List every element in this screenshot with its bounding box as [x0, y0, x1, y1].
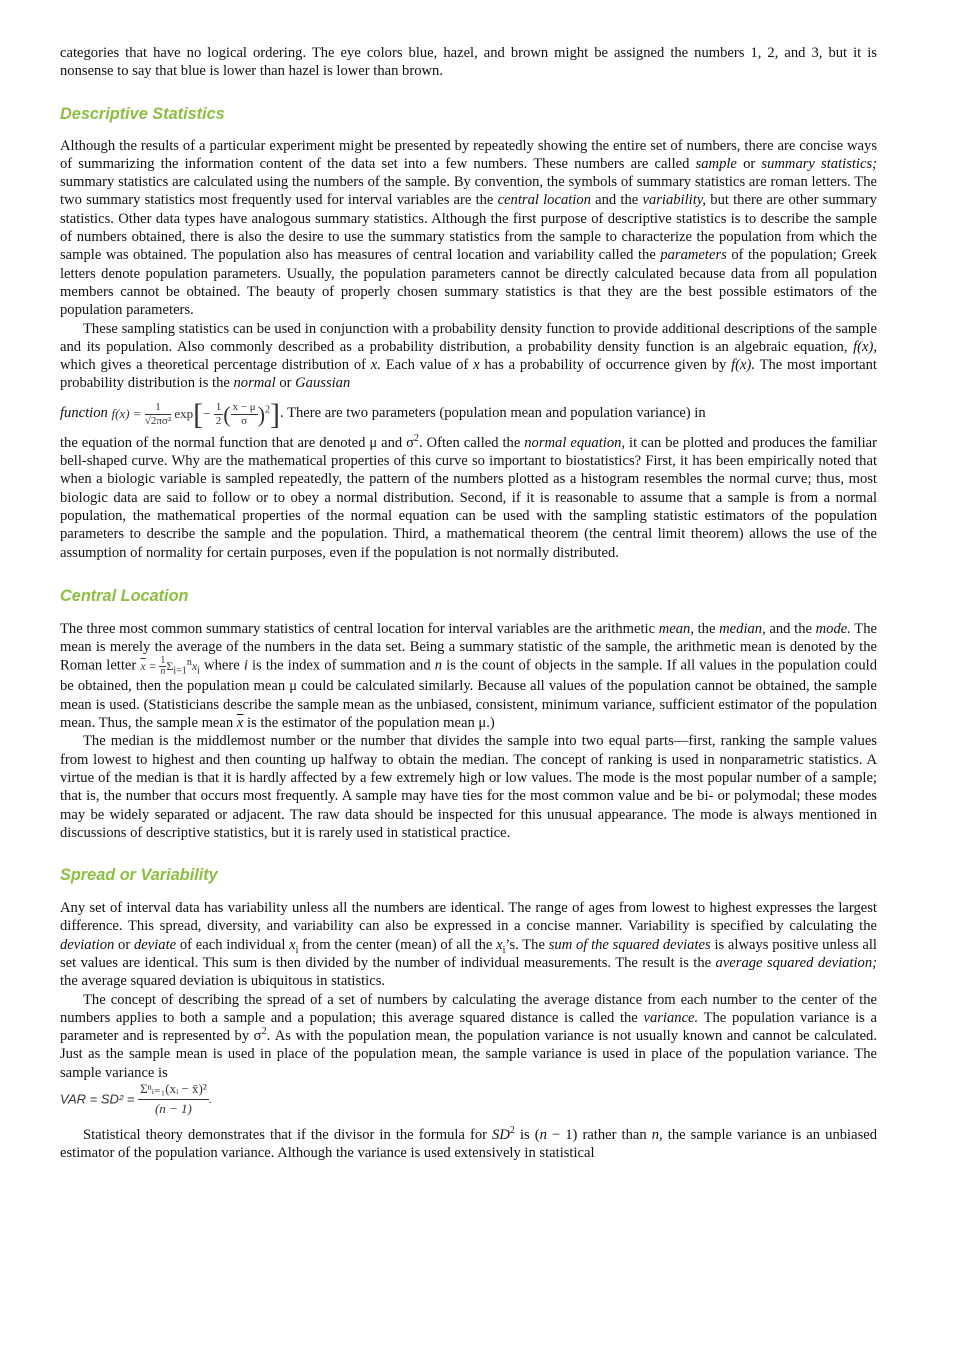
- paragraph-intro: categories that have no logical ordering. The eye colors blue, hazel, and brown might be assigned the numbers 1, 2, and 3, but it is nonsense to say that blue is lower than hazel is lower than brown.: [60, 45, 877, 80]
- paragraph-median-mode: The median is the middlemost number or the number that divides the sample into two equal parts—first, ranking the sample values from lowest to highest and then counting up halfway to obtain the median. The concept of ranking is used in nonparametric statistics. A virtue of the median is that it is hardly affected by a few extremely high or low values. The mode is the most popular number of a sample; that is, the number that occurs most frequently. A sample may have ties for the most common value and be bi- or polymodal; these modes may be widely separated or adjacent. The raw data should be inspected for this unusual appearance. The mode is always mentioned in discussions of descriptive statistics, but it is rarely used in statistical practice.: [60, 733, 877, 841]
- paragraph-probability-density: These sampling statistics can be used in conjunction with a probability density function to provide additional descriptions of the sample and its population. Also commonly described as a probability distribution, a probability density function is an algebraic equation, f(x), which gives a theoretical percentage distribution of x. Each value of x has a probability of occurrence given by f(x). The most important probability distribution is the normal or Gaussian: [60, 320, 877, 392]
- paragraph-unbiased-estimator: Statistical theory demonstrates that if the divisor in the formula for $SD^2$ is (n − 1) rather than n, the sample variance is an unbiased estimator of the population variance. Although the variance is used extensively in statistical: [60, 1125, 878, 1162]
- mean-formula: $\overline{x}$ = $\frac{1}{n}$ $\Sigma_{i=1}^nx_i$: [140, 655, 200, 678]
- heading-descriptive-statistics: Descriptive Statistics: [60, 104, 225, 123]
- heading-central-location: Central Location: [60, 586, 189, 605]
- paragraph-descriptive: Although the results of a particular experiment might be presented by repeatedly showing the entire set of numbers, there are concise ways of summarizing the information content of the data set into a few numbers. These numbers are called sample or summary statistics; summary statistics are calculated using the numbers of the sample. By convention, the symbols of summary statistics are roman letters. The two summary statistics most frequently used for interval variables are the central location and the variability, but there are other summary statistics. Other data types have analogous summary statistics. Although the first purpose of descriptive statistics is to describe the sample of numbers obtained, there is also the desire to use the summary statistics from the sample to characterize the population from which the sample was obtained. The population also has measures of central location and variability called the parameters of the population; Greek letters denote population parameters. Usually, the population parameters cannot be directly calculated because data from all population members cannot be obtained. The beauty of properly chosen summary statistics is that they are the best possible estimators of the population parameters.: [60, 137, 877, 319]
- normal-equation: f(x) = $\frac{1}{\text{√2πσ²}}$ exp[− $\frac{1}{2}$ ( $\frac{x - \mu}{\sigma}$ )$^2$]: [111, 397, 281, 431]
- variance-equation: VAR = SD² = $\frac{\text{Σⁿᵢ₌₁(xᵢ − x̄)²}}{(n - 1)}$ .: [60, 1081, 212, 1116]
- normal-equation-line: function f(x) = $\frac{1}{\text{√2πσ²}}$ exp[− $\frac{1}{2}$ ( $\frac{x - \mu}{\sigma}$ )$^2$]. There are two parameters (population mean and population variance) in: [60, 393, 877, 434]
- page-body: [60, 44, 877, 1163]
- paragraph-normal-equation: the equation of the normal function that are denoted μ and $\sigma^2$. Often called the normal equation, it can be plotted and produces the familiar bell-shaped curve. Why are the mathematical properties of this curve so important to biostatistics? First, it has been empirically noted that when a biologic variable is sampled repeatedly, the pattern of the numbers plotted as a histogram resembles the normal curve; thus, most biologic data are said to follow or to obey a normal distribution. Second, if it is reasonable to assume that a sample is from a normal population, the mathematical properties of the normal equation can be used with the sampling statistic estimators of the population parameters to describe the sample and the population. Third, a mathematical theorem (the central limit theorem) allows the use of the assumption of normality for certain purposes, even if the population is not normally distributed.: [60, 432, 877, 561]
- heading-spread-variability: Spread or Variability: [60, 866, 218, 885]
- paragraph-variability: Any set of interval data has variability unless all the numbers are identical. The range of ages from lowest to highest expresses the largest difference. This spread, diversity, and variability can also be expressed in a concise manner. Variability is specified by calculating the deviation or deviate of each individual $x_i$ from the center (mean) of all the $x_i’s$. The sum of the squared deviates is always positive unless all set values are identical. This sum is then divided by the number of individual measurements. The result is the average squared deviation; the average squared deviation is ubiquitous in statistics.: [60, 900, 878, 990]
- paragraph-central-location: The three most common summary statistics of central location for interval variables are the arithmetic mean, the median, and the mode. The mean is merely the average of the numbers in the data set. Being a summary statistic of the sample, the arithmetic mean is denoted by the Roman letter $\overline{x}$ = $\frac{1}{n}$ $\Sigma_{i=1}^nx_i$ where i is the index of summation and n is the count of objects in the sample. If all values in the population could be obtained, then the population mean μ could be calculated similarly. Because all values of the population cannot be obtained, the sample mean is used. (Statisticians describe the sample mean as the unbiased, consistent, minimum variance, sufficient estimator of the population mean. Thus, the sample mean $\overline{x}$ is the estimator of the population mean μ.): [60, 620, 877, 732]
- paragraph-variance: The concept of describing the spread of a set of numbers by calculating the average distance from each number to the center of the numbers applies to both a sample and a population; this average squared distance is called the variance. The population variance is a parameter and is represented by $\sigma^2$. As with the population mean, the population variance is not usually known and cannot be calculated. Just as the sample mean is used in place of the population mean, the sample variance is used in place of the population variance. The sample variance is: [60, 991, 877, 1081]
